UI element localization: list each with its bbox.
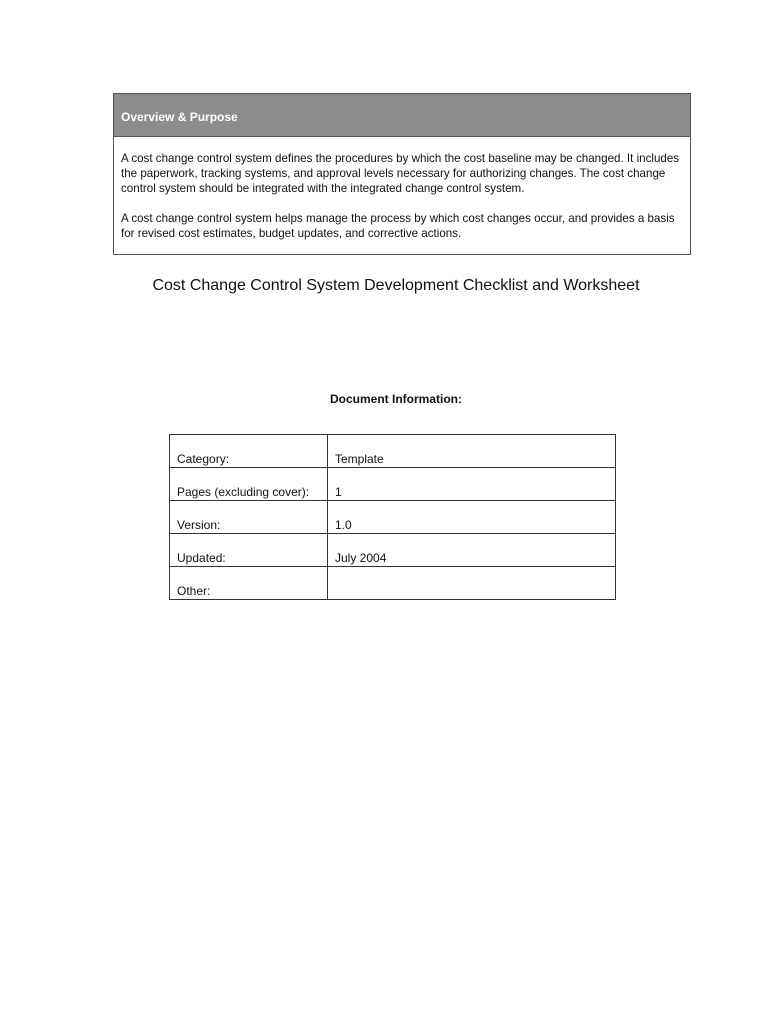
overview-purpose-box — [113, 93, 691, 255]
document-information-table — [169, 434, 616, 600]
version-value: 1.0 — [328, 501, 616, 534]
overview-paragraph-2: A cost change control system helps manage the process by which cost changes occur, and provides a basis for revised cost estimates, budget updates, and corrective actions. — [121, 212, 675, 240]
table-row-updated — [170, 534, 616, 567]
overview-body — [114, 137, 690, 241]
pages-label: Pages (excluding cover): — [170, 468, 328, 501]
overview-header — [114, 94, 690, 137]
category-value: Template — [328, 435, 616, 468]
table-row-other — [170, 567, 616, 600]
other-label: Other: — [170, 567, 328, 600]
table-row-pages — [170, 468, 616, 501]
version-label: Version: — [170, 501, 328, 534]
updated-label: Updated: — [170, 534, 328, 567]
page-title: Cost Change Control System Development Checklist and Worksheet — [152, 277, 640, 294]
overview-header-title: Overview & Purpose — [121, 109, 238, 124]
updated-value: July 2004 — [328, 534, 616, 567]
overview-paragraph-1: A cost change control system defines the procedures by which the cost baseline may be changed. It includes the paperwork, tracking systems, and approval levels necessary for authorizing changes. The cost change control system should be integrated with the integrated change control system. — [121, 152, 680, 195]
category-label: Category: — [170, 435, 328, 468]
table-row-version — [170, 501, 616, 534]
pages-value: 1 — [328, 468, 616, 501]
table-row-category — [170, 435, 616, 468]
other-value — [328, 567, 616, 600]
document-information-heading: Document Information: — [330, 392, 462, 406]
